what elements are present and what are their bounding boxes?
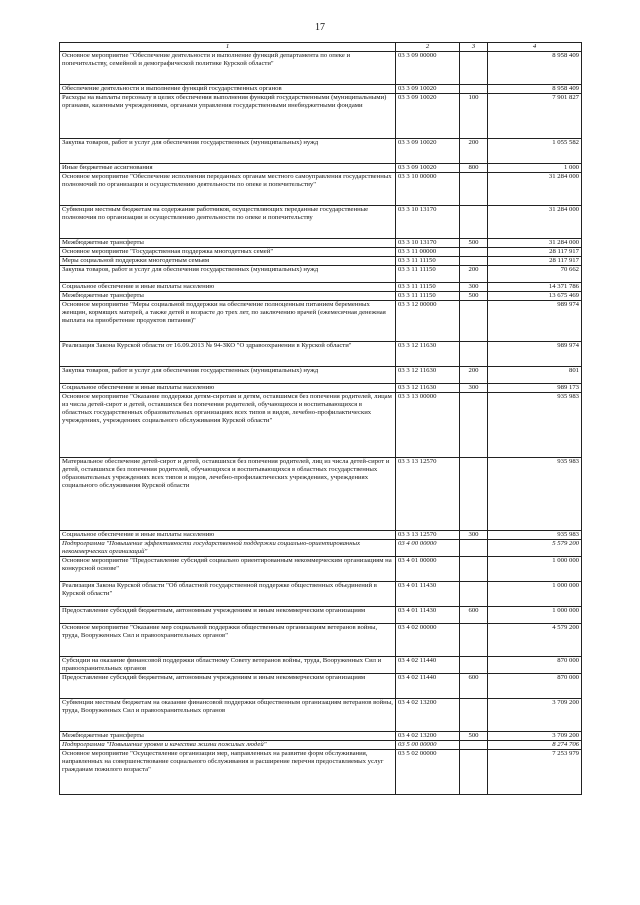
row-sum: 70 662 [488,266,582,283]
page-number: 17 [315,22,325,33]
row-type [460,85,488,94]
row-type [460,582,488,607]
row-sum: 14 371 786 [488,283,582,292]
row-type: 100 [460,94,488,139]
row-type: 300 [460,384,488,393]
row-code: 03 3 13 00000 [396,393,460,458]
table-row [60,257,582,266]
table-row [60,741,582,750]
row-code: 03 3 09 10020 [396,164,460,173]
row-type: 300 [460,283,488,292]
row-type: 500 [460,239,488,248]
row-code: 03 4 00 00000 [396,540,460,557]
row-name: Расходы на выплаты персоналу в целях обеспечения выполнения функций государственными (муниципальными) органами, казенными учреждениями, органами управления государственными внебюджетными фондами [60,94,396,139]
row-name: Основное мероприятие "Государственная поддержка многодетных семей" [60,248,396,257]
table-row [60,342,582,367]
row-name: Основное мероприятие "Меры социальной поддержки на обеспечение полноценным питанием беременных женщин, кормящих матерей, а также детей в возрасте до трех лет, по заключению врачей (ежемесячная денежная выплата на приобретение продуктов питания)" [60,301,396,342]
column-number-sum: 4 [488,43,582,52]
row-type [460,301,488,342]
table-row [60,732,582,741]
row-sum: 8 958 409 [488,52,582,85]
table-row [60,301,582,342]
table-row [60,582,582,607]
table-row [60,52,582,85]
row-code: 03 3 09 10020 [396,139,460,164]
row-name: Подпрограмма "Повышение уровня и качества жизни пожилых людей" [60,741,396,750]
column-number-row [60,43,582,52]
row-sum: 5 579 200 [488,540,582,557]
row-name: Социальное обеспечение и иные выплаты населению [60,283,396,292]
row-name: Обеспечение деятельности и выполнение функций государственных органов [60,85,396,94]
table-row [60,164,582,173]
table-row [60,458,582,531]
row-name: Основное мероприятие "Обеспечение исполнения переданных органам местного самоуправления государственных полномочий по организации и осуществлению деятельности по опеке и попечительству" [60,173,396,206]
table-row [60,384,582,393]
table-row [60,266,582,283]
row-name: Основное мероприятие "Предоставление субсидий социально ориентированным некоммерческим организациям на конкурсной основе" [60,557,396,582]
row-code: 03 3 13 12570 [396,458,460,531]
row-code: 03 4 02 11440 [396,657,460,674]
row-code: 03 3 11 00000 [396,248,460,257]
table-row [60,540,582,557]
column-number-name: 1 [60,43,396,52]
table-row [60,393,582,458]
row-type [460,540,488,557]
row-name: Меры социальной поддержки многодетным семьям [60,257,396,266]
row-sum: 935 983 [488,531,582,540]
row-type [460,206,488,239]
row-type [460,52,488,85]
row-sum: 3 709 200 [488,732,582,741]
row-code: 03 4 02 11440 [396,674,460,699]
row-code: 03 3 12 00000 [396,301,460,342]
row-sum: 8 958 409 [488,85,582,94]
row-name: Межбюджетные трансферты [60,732,396,741]
row-name: Основное мероприятие "Осуществление организации мер, направленных на развитие форм обслуживания, направленных на совершенствование социального обслуживания и расширение перечня предоставляемых услуг гражданам пожилого возраста" [60,750,396,795]
row-name: Реализация Закона Курской области от 16.09.2013 № 94-ЗКО "О здравоохранении в Курской области" [60,342,396,367]
row-sum: 31 284 000 [488,206,582,239]
row-sum: 4 579 200 [488,624,582,657]
row-type: 200 [460,139,488,164]
row-type: 500 [460,292,488,301]
row-name: Материальное обеспечение детей-сирот и детей, оставшихся без попечения родителей, лиц из числа детей-сирот и детей, оставшихся без попечения родителей, обучающихся и воспитывающихся в областных государственных образовательных учреждениях всех типов и видов, лечебно-профилактических учреждениях, учреждениях социального обслуживания Курской области [60,458,396,531]
table-row [60,173,582,206]
row-type [460,624,488,657]
table-body [60,52,582,795]
row-name: Основное мероприятие "Оказание мер социальной поддержки общественным организациям ветеранов войны, труда, Вооруженных Сил и правоохранительных органов" [60,624,396,657]
row-code: 03 4 02 13200 [396,699,460,732]
row-type [460,750,488,795]
row-code: 03 4 01 11430 [396,607,460,624]
row-type [460,741,488,750]
row-code: 03 3 10 13170 [396,206,460,239]
row-type [460,557,488,582]
row-sum: 7 253 979 [488,750,582,795]
row-code: 03 3 09 10020 [396,94,460,139]
row-code: 03 4 02 00000 [396,624,460,657]
row-type [460,699,488,732]
row-code: 03 3 11 11150 [396,257,460,266]
row-sum: 28 117 917 [488,257,582,266]
row-sum: 8 274 706 [488,741,582,750]
row-code: 03 4 02 13200 [396,732,460,741]
row-name: Субвенции местным бюджетам на содержание работников, осуществляющих переданные государственные полномочия по организации и осуществлению деятельности по опеке и попечительству [60,206,396,239]
row-sum: 989 173 [488,384,582,393]
table-row [60,206,582,239]
row-sum: 13 675 469 [488,292,582,301]
row-type: 500 [460,732,488,741]
row-type [460,458,488,531]
row-name: Социальное обеспечение и иные выплаты населению [60,384,396,393]
table-row [60,292,582,301]
row-type: 800 [460,164,488,173]
row-sum: 801 [488,367,582,384]
row-code: 03 3 10 00000 [396,173,460,206]
row-type [460,393,488,458]
row-name: Предоставление субсидий бюджетным, автономным учреждениям и иным некоммерческим организациям [60,607,396,624]
row-sum: 870 000 [488,657,582,674]
table-row [60,657,582,674]
row-code: 03 3 12 11630 [396,384,460,393]
table-row [60,139,582,164]
row-name: Межбюджетные трансферты [60,239,396,248]
column-number-code: 2 [396,43,460,52]
row-sum: 3 709 200 [488,699,582,732]
row-type [460,173,488,206]
row-type: 600 [460,607,488,624]
table-row [60,85,582,94]
row-type: 600 [460,674,488,699]
row-sum: 7 901 827 [488,94,582,139]
row-code: 03 3 12 11630 [396,367,460,384]
row-name: Субсидии на оказание финансовой поддержки областному Совету ветеранов войны, труда, Вооруженных Сил и правоохранительных органов [60,657,396,674]
table-row [60,607,582,624]
row-sum: 935 983 [488,458,582,531]
row-type [460,257,488,266]
row-code: 03 3 10 13170 [396,239,460,248]
table-row [60,367,582,384]
row-name: Социальное обеспечение и иные выплаты населению [60,531,396,540]
row-code: 03 3 11 11150 [396,292,460,301]
row-code: 03 4 01 11430 [396,582,460,607]
row-name: Подпрограмма "Повышение эффективности государственной поддержки социально-ориентированных некоммерческих организаций" [60,540,396,557]
row-name: Закупка товаров, работ и услуг для обеспечения государственных (муниципальных) нужд [60,367,396,384]
row-sum: 1 055 582 [488,139,582,164]
row-name: Иные бюджетные ассигнования [60,164,396,173]
column-number-type: 3 [460,43,488,52]
table-row [60,699,582,732]
row-sum: 1 000 [488,164,582,173]
row-sum: 935 983 [488,393,582,458]
row-name: Субвенции местным бюджетам на оказание финансовой поддержки общественным организациям ветеранов войны, труда, Вооруженных Сил и правоохранительных органов [60,699,396,732]
row-type [460,248,488,257]
table-row [60,94,582,139]
row-code: 03 3 09 10020 [396,85,460,94]
row-sum: 1 000 000 [488,607,582,624]
row-type: 200 [460,266,488,283]
row-name: Межбюджетные трансферты [60,292,396,301]
row-sum: 989 974 [488,342,582,367]
row-type: 200 [460,367,488,384]
table-row [60,557,582,582]
row-name: Закупка товаров, работ и услуг для обеспечения государственных (муниципальных) нужд [60,266,396,283]
row-sum: 989 974 [488,301,582,342]
row-code: 03 3 11 11150 [396,283,460,292]
row-sum: 870 000 [488,674,582,699]
table-row [60,239,582,248]
table-row [60,750,582,795]
row-sum: 28 117 917 [488,248,582,257]
row-name: Реализация Закона Курской области "Об областной государственной поддержке общественных объединений в Курской области" [60,582,396,607]
row-sum: 31 284 000 [488,239,582,248]
row-name: Закупка товаров, работ и услуг для обеспечения государственных (муниципальных) нужд [60,139,396,164]
budget-table [59,42,582,795]
row-code: 03 3 12 11630 [396,342,460,367]
row-name: Основное мероприятие "Оказание поддержки детям-сиротам и детям, оставшимся без попечения родителей, лицам из числа детей-сирот и детей, оставшихся без попечения родителей, обучающихся и воспитывающихся в областных государственных образовательных организациях всех типов и видов, лечебно-профилактических учреждениях, учреждениях социального обслуживания Курской области" [60,393,396,458]
row-sum: 1 000 000 [488,557,582,582]
row-code: 03 3 09 00000 [396,52,460,85]
row-sum: 1 000 000 [488,582,582,607]
row-code: 03 5 02 00000 [396,750,460,795]
row-code: 03 5 00 00000 [396,741,460,750]
row-code: 03 3 11 11150 [396,266,460,283]
row-code: 03 3 13 12570 [396,531,460,540]
row-name: Предоставление субсидий бюджетным, автономным учреждениям и иным некоммерческим организациям [60,674,396,699]
table-row [60,531,582,540]
row-code: 03 4 01 00000 [396,557,460,582]
table-row [60,283,582,292]
row-sum: 31 284 000 [488,173,582,206]
row-name: Основное мероприятие "Обеспечение деятельности и выполнение функций департамента по опеке и попечительству, семейной и демографической политике Курской области" [60,52,396,85]
table-row [60,674,582,699]
row-type: 300 [460,531,488,540]
table-row [60,248,582,257]
table-row [60,624,582,657]
row-type [460,342,488,367]
row-type [460,657,488,674]
